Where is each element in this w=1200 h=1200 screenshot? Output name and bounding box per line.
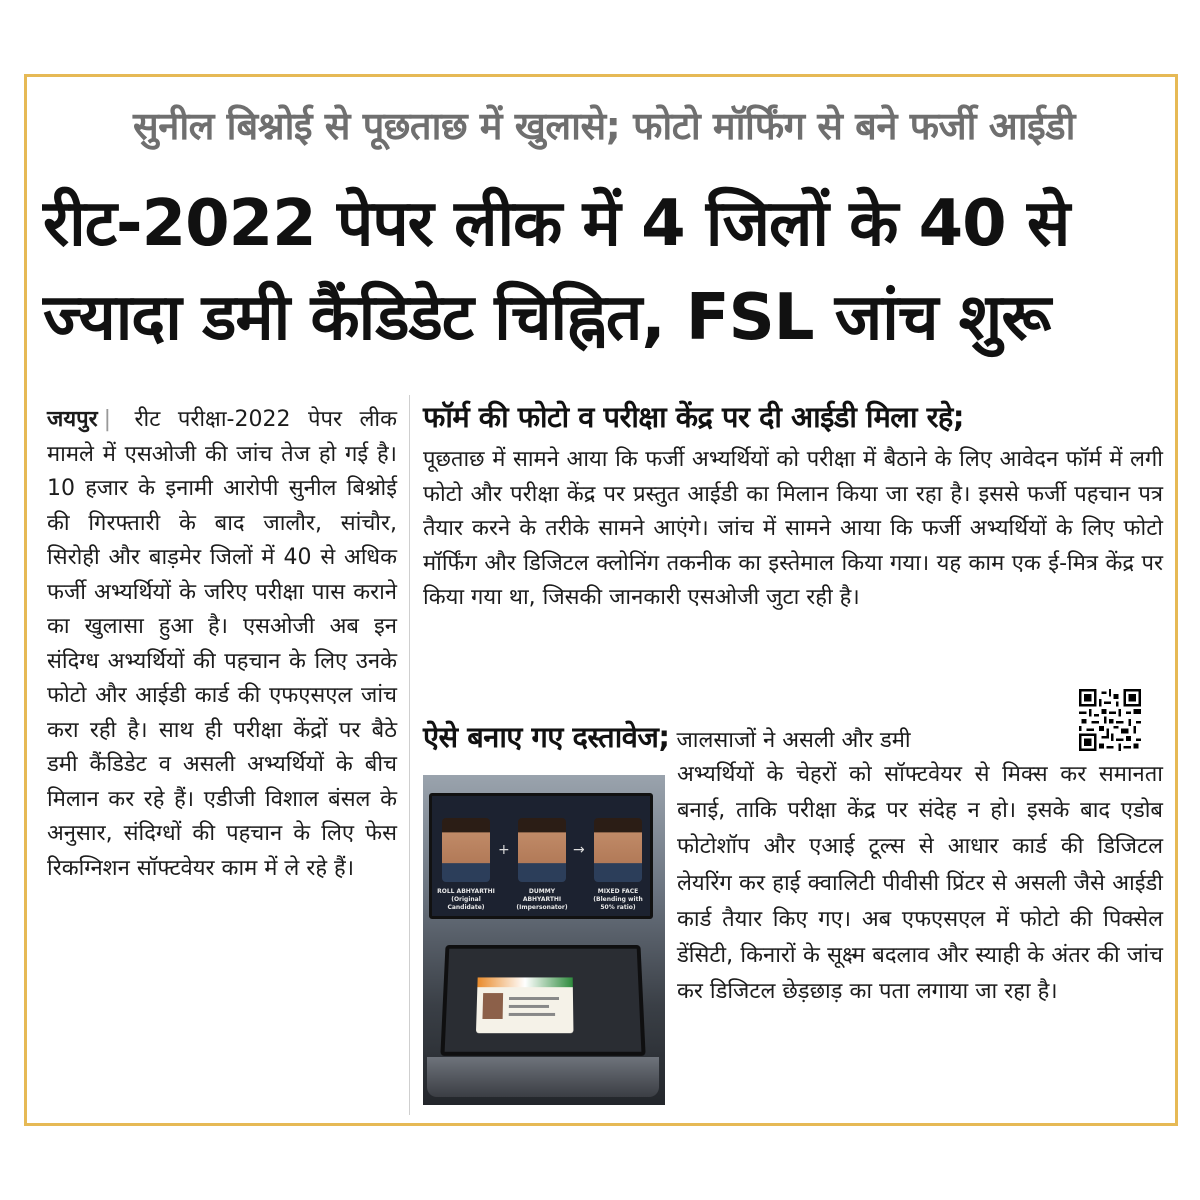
caption-mixed: MIXED FACE (Blending with 50% ratio) (593, 888, 643, 911)
section-1-heading: फॉर्म की फोटो व परीक्षा केंद्र पर दी आईडी मिला रहे; (423, 400, 964, 434)
plus-operator: + (498, 842, 510, 858)
monitor-screen (429, 793, 653, 919)
headline-line-1: रीट-2022 पेपर लीक में 4 जिलों के 40 से (43, 187, 1070, 261)
illustration-photo (423, 775, 665, 1105)
id-card-image (476, 977, 574, 1033)
laptop-keyboard (427, 1057, 659, 1097)
main-headline (43, 177, 1165, 365)
dummy-face-image (518, 818, 566, 882)
dateline: जयपुर (47, 407, 98, 432)
news-clipping (24, 74, 1178, 1126)
qr-code-icon[interactable] (1079, 689, 1141, 751)
section-2-heading: ऐसे बनाए गए दस्तावेज; (423, 720, 670, 754)
headline-line-2: ज्यादा डमी कैंडिडेट चिह्नित, FSL जांच शुरू (43, 281, 1051, 355)
column-divider (409, 395, 410, 1115)
dateline-separator: | (103, 407, 112, 432)
section-2-text-start: जालसाजों ने असली और डमी (676, 728, 911, 753)
mixed-face-image (594, 818, 642, 882)
caption-dummy: DUMMY ABHYARTHI (Impersonator) (516, 888, 568, 911)
kicker-headline: सुनील बिश्नोई से पूछताछ में खुलासे; फोटो मॉर्फिंग से बने फर्जी आईडी (133, 104, 1075, 148)
original-face-image (442, 818, 490, 882)
section-2-body: अभ्यर्थियों के चेहरों को सॉफ्टवेयर से मिक्स कर समानता बनाई, ताकि परीक्षा केंद्र पर संदेह न हो। इसके बाद एडोब फोटोशॉप और एआई टूल्स से आधार कार्ड की डिजिटल लेयरिंग कर हाई क्वालिटी पीवीसी प्रिंटर से असली जैसे आईडी कार्ड तैयार किए गए। अब एफएसएल में फोटो की पिक्सेल डेंसिटी, किनारों के सूक्ष्म बदलाव और स्याही के अंतर की जांच कर डिजिटल छेड़छाड़ का पता लगाया जा रहा है। (677, 762, 1163, 1005)
section-2-lead-line (423, 719, 1073, 759)
lead-text: रीट परीक्षा-2022 पेपर लीक मामले में एसओजी की जांच तेज हो गई है। 10 हजार के इनामी आरोपी सुनील बिश्नोई की गिरफ्तारी के बाद जालौर, सांचौर, सिरोही और बाड़मेर जिलों में 40 से अधिक फर्जी अभ्यर्थियों के जरिए परीक्षा पास कराने का खुलासा हुआ है। एसओजी अब इन संदिग्ध अभ्यर्थियों की पहचान के लिए उनके फोटो और आईडी कार्ड की एफएसएल जांच करा रही है। साथ ही परीक्षा केंद्रों पर बैठे डमी कैंडिडेट व असली अभ्यर्थियों के बीच मिलान कर रहे हैं। एडीजी विशाल बंसल के अनुसार, संदिग्धों की पहचान के लिए फेस रिकग्निशन सॉफ्टवेयर काम में ले रहे हैं। (47, 407, 397, 881)
arrow-operator: → (573, 842, 585, 858)
section-1-body: पूछताछ में सामने आया कि फर्जी अभ्यर्थियों को परीक्षा में बैठाने के लिए आवेदन फॉर्म में लगी फोटो और परीक्षा केंद्र पर प्रस्तुत आईडी का मिलान किया जा रहा है। इससे फर्जी पहचान पत्र तैयार करने के तरीके सामने आएंगे। जांच में सामने आया कि फर्जी अभ्यर्थियों के लिए फोटो मॉर्फिंग और डिजिटल क्लोनिंग तकनीक का इस्तेमाल किया गया। यह काम एक ई-मित्र केंद्र पर किया गया था, जिसकी जानकारी एसओजी जुटा रही है। (423, 447, 1163, 610)
lead-paragraph (47, 403, 397, 886)
caption-original: ROLL ABHYARTHI (Original Candidate) (437, 888, 495, 911)
laptop-screen (440, 945, 645, 1056)
